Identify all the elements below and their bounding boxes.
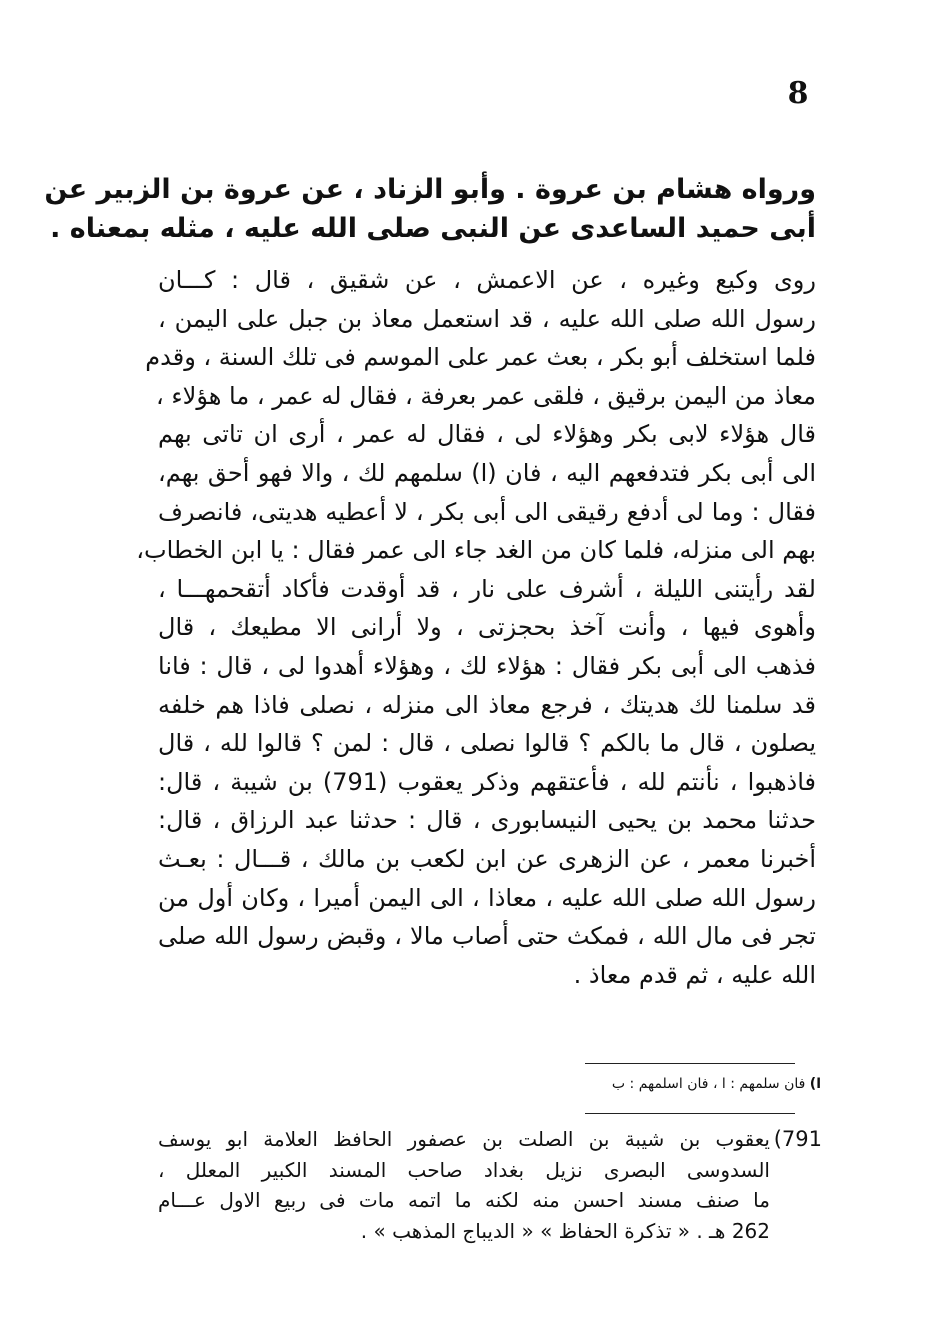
text-line: وأهوى فيها ، وأنت آخذ بحجزتى ، ولا أرانى الا مطيعك ، قال xyxy=(158,613,816,642)
text-line: فاذهبوا ، نأنتم لله ، فأعتقهم وذكر يعقوب (791) بن شيبة ، قال: xyxy=(158,767,817,796)
text-line: فلما استخلف أبو بكر ، بعث عمر على الموسم فى تلك السنة ، وقدم xyxy=(145,343,816,372)
text-line: تجر فى مال الله ، فمكث حتى أصاب مالا ، وقبض رسول الله صلى xyxy=(158,922,816,951)
text-line: قال هؤلاء لابى بكر وهؤلاء لى ، فقال له عمر ، أرى ان تاتى بهم xyxy=(158,420,816,449)
text-line: ما صنف مسند احسن منه لكنه ما اتمه مات فى ربيع الاول عـــام xyxy=(158,1188,770,1212)
text-line: ورواه هشام بن عروة . وأبو الزناد ، عن عروة بن الزبير عن xyxy=(44,174,816,205)
text-line: أخبرنا معمر ، عن الزهرى عن ابن لكعب بن مالك ، قـــال : بعـث xyxy=(158,844,816,873)
text-line: لقد رأيتنى الليلة ، أشرف على نار ، قد أوقدت فأكاد أتقحمهـــا ، xyxy=(158,574,816,603)
body-paragraph xyxy=(136,261,817,994)
text-line: يعقوب بن شيبة بن الصلت بن عصفور الحافظ العلامة ابو يوسف xyxy=(158,1127,770,1151)
footnote-variant-reading xyxy=(496,1071,821,1097)
footnote-text: فان سلمهم : ا ، فان اسلمهم : ب xyxy=(611,1076,806,1092)
footnote-separator xyxy=(585,1063,795,1064)
text-line: معاذ من اليمن برقيق ، فلقى عمر بعرفة ، فقال له عمر ، ما هؤلاء ، xyxy=(155,381,816,410)
text-line: قد سلمنا لك هديتك ، فرجع معاذ الى منزله ، نصلى فاذا هم خلفه xyxy=(158,690,816,719)
text-line: يصلون ، قال ما بالكم ؟ قالوا نصلى ، قال : لمن ؟ قالوا لله ، قال xyxy=(158,729,816,758)
text-line: 262 هـ . « تذكرة الحفاظ » « الديباج المذهب » . xyxy=(360,1218,770,1243)
text-line: رسول الله صلى الله عليه ، قد استعمل معاذ بن جبل على اليمن ، xyxy=(158,304,816,333)
text-line: فذهب الى أبى بكر فقال : هؤلاء لك ، وهؤلاء أهدوا لى ، قال : فانا xyxy=(158,651,816,680)
text-line: رسول الله صلى الله عليه ، معاذا ، الى اليمن أميرا ، وكان أول من xyxy=(158,883,816,912)
text-line: الى أبى بكر فتدفعهم اليه ، فان (ا) سلمهم لك ، والا فهو أحق بهم، xyxy=(158,458,816,487)
footnote-body xyxy=(158,1124,770,1246)
text-line: بهم الى منزله، فلما كان من الغد جاء الى عمر فقال : يا ابن الخطاب، xyxy=(136,536,816,565)
footnote-separator xyxy=(585,1113,795,1114)
text-line: حدثنا محمد بن يحيى النيسابورى ، قال : حدثنا عبد الرزاق ، قال: xyxy=(158,806,816,835)
text-line: روى وكيع وغيره ، عن الاعمش ، عن شقيق ، قال : كـــان xyxy=(158,266,816,294)
footnote-marker: 791) xyxy=(773,1127,822,1151)
text-line: أبى حميد الساعدى عن النبى صلى الله عليه ، مثله بمعناه . xyxy=(50,213,816,244)
text-line: فقال : وما لى أدفع رقيقى الى أبى بكر ، لا أعطيه هديتى، فانصرف xyxy=(158,497,816,526)
footnote-marker: ا) xyxy=(809,1076,821,1092)
text-line: الله عليه ، ثم قدم معاذ . xyxy=(573,960,816,989)
intro-paragraph xyxy=(44,170,816,248)
text-line: السدوسى البصرى نزيل بغداد صاحب المسند الكبير المعلل ، xyxy=(158,1157,770,1182)
page-number: 8 xyxy=(787,76,809,111)
